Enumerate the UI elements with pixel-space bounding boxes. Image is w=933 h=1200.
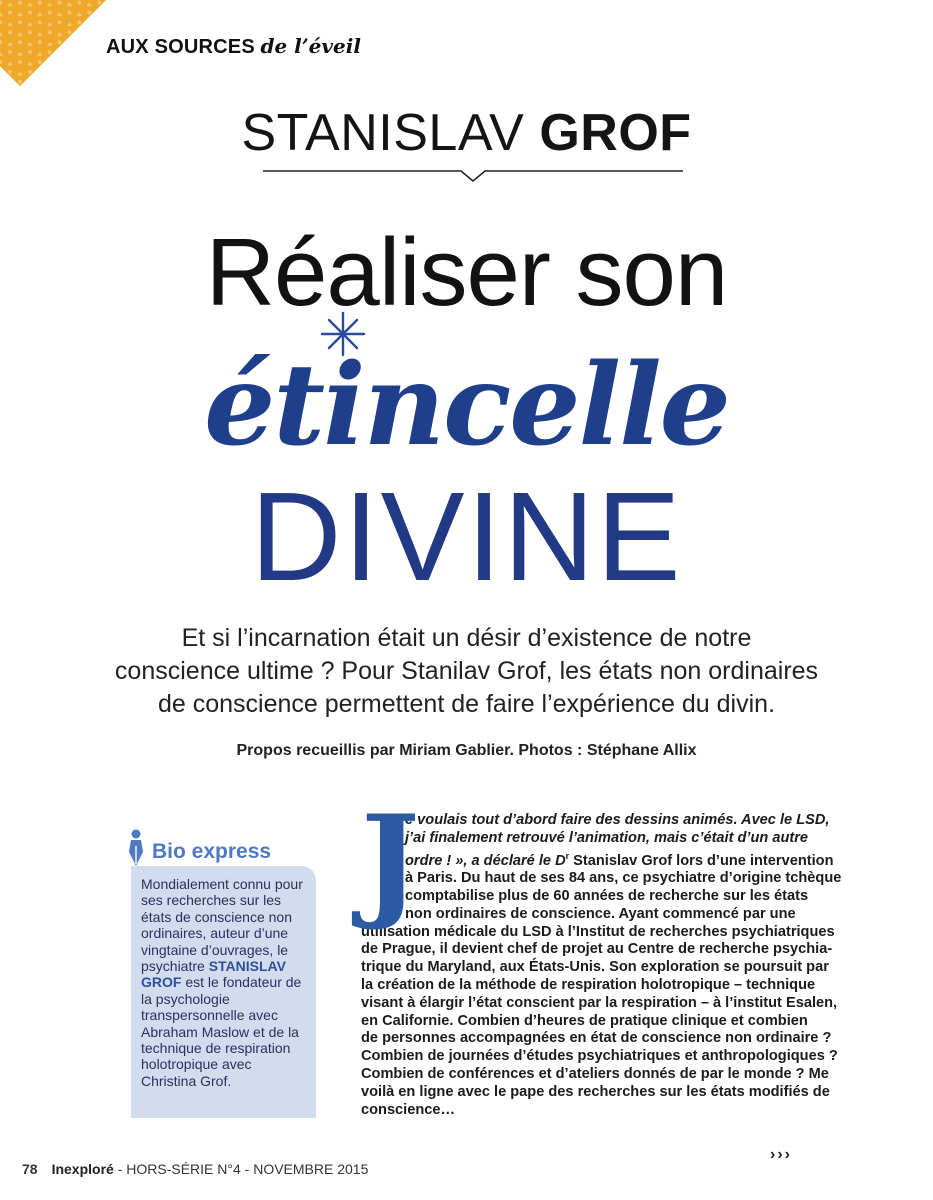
article-line: la création de la méthode de respiration holotropique – technique bbox=[361, 977, 816, 994]
article-line: trique du Maryland, aux États-Unis. Son exploration se poursuit par bbox=[361, 959, 829, 976]
page-number: 78 bbox=[22, 1161, 38, 1177]
bio-text bbox=[141, 876, 310, 1089]
kicker-first-name: STANISLAV bbox=[241, 104, 525, 162]
article-line: utilisation médicale du LSD à l’Institut de recherches psychiatriques bbox=[361, 923, 835, 940]
fountain-pen-icon bbox=[126, 826, 150, 870]
article-kicker bbox=[0, 103, 933, 163]
article-line: en Californie. Combien d’heures de pratique clinique et combien bbox=[361, 1012, 808, 1029]
article-line: de personnes accompagnées en état de conscience non ordinaire ? bbox=[361, 1030, 832, 1047]
bio-box bbox=[131, 866, 316, 1118]
quote-end: ordre ! », a déclaré le D bbox=[405, 852, 566, 869]
article-line: Combien de journées d’études psychiatriques et anthropologiques ? bbox=[361, 1048, 838, 1065]
byline: Propos recueillis par Miriam Gablier. Photos : Stéphane Allix bbox=[236, 742, 697, 759]
article-line: e voulais tout d’abord faire des dessins animés. Avec le LSD, bbox=[405, 812, 830, 828]
article-line: visant à élargir l’état conscient par la respiration – à l’institut Esalen, bbox=[361, 994, 838, 1011]
rubric-label: AUX SOURCES bbox=[106, 36, 255, 58]
standfirst-line: conscience ultime ? Pour Stanilav Grof, les états non ordinaires bbox=[114, 657, 819, 685]
article-line: j’ai finalement retrouvé l’animation, mais c’était d’un autre bbox=[405, 829, 809, 846]
article-line: de Prague, il devient chef de projet au Centre de recherche psychia- bbox=[361, 941, 833, 958]
bio-text-rest: est le fondateur de la psychologie transpersonnelle avec Abraham Maslow et de la technique de respiration holotropique avec Christina Grof. bbox=[141, 974, 302, 1089]
magazine-name: Inexploré bbox=[51, 1161, 114, 1177]
bio-text-intro: Mondialement connu pour ses recherches sur les états de conscience non ordinaires, auteur d’une vingtaine d’ouvrages, le psychiatre bbox=[141, 876, 303, 975]
article-line: à Paris. Du haut de ses 84 ans, ce psychiatre d’origine tchèque bbox=[405, 870, 842, 887]
headline-line-3: DIVINE bbox=[250, 466, 683, 607]
article-text bbox=[361, 789, 842, 1119]
kicker-divider bbox=[263, 166, 683, 184]
standfirst-line: Et si l’incarnation était un désir d’existence de notre bbox=[181, 624, 752, 652]
section-rubric bbox=[106, 34, 361, 59]
headline-line-2: étincelle bbox=[204, 340, 729, 471]
bio-heading-word-1: Bio bbox=[152, 840, 186, 863]
quote-continuation: Stanislav Grof lors d’une intervention bbox=[569, 852, 834, 869]
kicker-last-name: GROF bbox=[539, 104, 692, 162]
drop-cap: J bbox=[361, 789, 420, 934]
bio-heading-word-2: express bbox=[191, 840, 272, 863]
standfirst-line: de conscience permettent de faire l’expérience du divin. bbox=[157, 690, 776, 718]
article-line: voilà en ligne avec le pape des recherches sur les états modifiés de bbox=[361, 1083, 830, 1100]
article-line: non ordinaires de conscience. Ayant commencé par une bbox=[405, 905, 796, 922]
article-line: comptabilise plus de 60 années de recherche sur les états bbox=[405, 888, 809, 905]
standfirst bbox=[0, 622, 933, 721]
article-body bbox=[361, 789, 842, 1119]
continue-arrows: ››› bbox=[770, 1146, 792, 1163]
issue-info: - HORS-SÉRIE N°4 - NOVEMBRE 2015 bbox=[113, 1161, 369, 1177]
page-footer bbox=[22, 1161, 368, 1177]
article-line: Combien de conférences et d’ateliers donnés de par le monde ? Me bbox=[361, 1066, 829, 1083]
title-abbrev: r bbox=[565, 850, 570, 861]
rubric-subtitle: de l’éveil bbox=[260, 34, 361, 58]
article-line: conscience… bbox=[361, 1101, 456, 1118]
article-line bbox=[361, 848, 834, 871]
bio-name: STANISLAV GROF bbox=[141, 958, 286, 991]
headline-line-1: Réaliser son bbox=[205, 219, 728, 326]
